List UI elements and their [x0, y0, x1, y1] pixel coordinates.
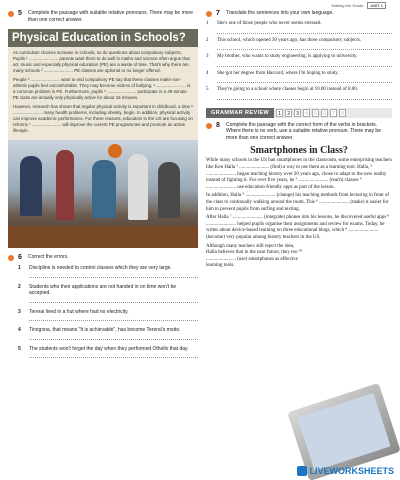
passage-paragraph: After Halla ⁷ ........................ (integrate) phones into his lessons, he discovered useful apps ⁸ ........................ helped pupils organise their assignments and review for exams. Today, he writes about device-based learning on three educational blogs, which ⁹ ........................ (become) very popular among history teachers in the US. — [206, 215, 390, 240]
list-item — [206, 71, 392, 86]
list-item — [206, 87, 392, 102]
review-page-3[interactable]: 3 — [294, 109, 301, 117]
item-number: 2 — [18, 283, 21, 290]
item-number: 2 — [206, 37, 209, 43]
unit-badge: UNIT 1 — [367, 2, 386, 9]
item-number: 3 — [18, 308, 21, 315]
item-number: 1 — [206, 21, 209, 26]
pencil-icon — [8, 255, 14, 261]
exercise-8-header — [206, 122, 392, 142]
passage-title: Physical Education in Schools? — [8, 29, 198, 47]
answer-line[interactable] — [217, 28, 392, 34]
list-item — [18, 265, 198, 280]
player-figure — [92, 160, 116, 218]
exercise-number: 7 — [216, 10, 220, 17]
item-number: 4 — [18, 327, 21, 333]
review-page-7[interactable]: 7 — [330, 109, 337, 117]
error-list — [18, 265, 198, 360]
left-column — [8, 10, 198, 364]
grammar-review-bar — [206, 108, 392, 118]
exercise-number: 5 — [18, 10, 22, 17]
item-text: Students who their applications are not handed in on time won't be accepted. — [29, 283, 177, 296]
item-text: She's one of those people who never seems stressed. — [217, 21, 322, 26]
item-text: She got her degree from Harvard, where I'm hoping to study. — [217, 70, 339, 76]
review-page-4[interactable]: 4 — [303, 109, 310, 117]
item-text: Tererai lived in a hut where had no electricity. — [29, 308, 129, 315]
answer-line[interactable] — [29, 272, 198, 278]
liveworksheets-logo-icon — [297, 466, 307, 476]
player-figure — [20, 156, 42, 216]
page-header — [332, 2, 386, 9]
exercise-6-header — [8, 254, 198, 261]
answer-line[interactable] — [29, 352, 198, 358]
exercise-instruction: Complete the passage with the correct form of the verbs in brackets. Where there is no verb, use a suitable relative pronoun. There may be more than one correct answer. — [226, 121, 381, 141]
exercise-instruction: Correct the errors. — [28, 254, 69, 260]
review-page-6[interactable]: 6 — [321, 109, 328, 117]
review-page-2[interactable]: 2 — [285, 109, 292, 117]
passage-paragraph: However, research has shown that regular physical activity is important in childhood, a time ⁶ ........................ many health problems, including obesity, begin. In addition, physical activity can improve academic performance. For these reasons, educators in the US are focusing on reforms ⁷ ........................ will improve the current PE programmes and promote an active lifestyle. — [13, 104, 193, 133]
item-number: 3 — [206, 54, 209, 60]
list-item — [18, 346, 198, 361]
answer-line[interactable] — [217, 94, 392, 100]
passage-paragraph: People ³ ........................ want to end compulsory PE say that these classes make non-athletic pupils feel uncomfortable. They may become victims of bullying, ⁴ ........................ is a common problem in PE. Furthermore, pupils ⁵ ........................ participate in a 45-minute PE class are actually only physically active for about 15 minutes. — [13, 77, 191, 100]
list-item — [18, 327, 198, 342]
item-number: 5 — [206, 87, 209, 93]
exercise-instruction: Complete the passage with suitable relative pronouns. There may be more than one correct answer. — [28, 10, 193, 23]
exercise-number: 8 — [216, 121, 220, 129]
pencil-icon — [206, 11, 212, 17]
court-floor — [8, 226, 198, 248]
exercise-5-header — [8, 10, 198, 23]
watermark-text: LIVEWORKSHEETS — [309, 466, 394, 476]
item-number: 5 — [18, 345, 21, 352]
passage-paragraph: Although many teachers still reject the idea, Halla believes that in the near future, they too ¹⁰ ........................ (use) smartphones as effective learning tools. — [206, 243, 303, 269]
list-item — [18, 284, 198, 305]
answer-line[interactable] — [29, 334, 198, 340]
answer-line[interactable] — [29, 315, 198, 321]
pencil-icon — [8, 11, 14, 17]
right-column — [206, 10, 392, 272]
passage-paragraph: As curriculum choices increase in schools, so do questions about compulsory subjects. Pupils ¹ ........................ parents want them to do well in maths and science often argue that art, music and especially physical education (PE) are a waste of time. That's why there are many schools ² ........................ PE classes are optional or no longer offered. — [13, 50, 190, 73]
list-item — [206, 21, 392, 36]
item-text: Tinogona, that means "It is achievable", has become Tererai's motto. — [29, 327, 181, 333]
passage-smartphones — [206, 158, 392, 270]
passage-pe — [8, 47, 198, 140]
grammar-review-label: GRAMMAR REVIEW — [206, 108, 274, 118]
exercise-7-header — [206, 10, 392, 17]
item-text: The students won't forget the day when they performed Othello that day. — [29, 345, 189, 352]
item-number: 4 — [206, 70, 209, 76]
item-text: My brother, who wants to study engineering, is applying to university. — [217, 54, 358, 60]
item-number: 1 — [18, 265, 21, 271]
answer-line[interactable] — [217, 61, 392, 67]
player-figure — [158, 162, 180, 218]
answer-line[interactable] — [29, 297, 198, 303]
passage-title: Smartphones in Class? — [250, 145, 348, 157]
item-text: Discipline is needed to control classes which they are very large. — [29, 265, 172, 271]
review-page-8[interactable]: 8 — [339, 109, 346, 117]
list-item — [18, 309, 198, 324]
list-item — [206, 38, 392, 53]
player-figure — [128, 154, 148, 220]
passage-paragraph: While many schools in the US ban smartphones in the classroom, some enterprising teachers like Ken Halla ¹ ........................ (find) a way to use them as a learning tool. Halla, ² ........................ began teaching history over 20 years ago, chose to adapt to the new reality instead of fighting it. For over five years, he ³ ........................ (teach) classes ⁴ ........................ use education-friendly apps as part of the lesson. — [206, 158, 392, 190]
item-text: This school, which opened 30 years ago, has three compulsory subjects. — [217, 37, 361, 43]
book-title: Making the Grade — [331, 3, 364, 8]
basketball-photo — [8, 140, 198, 248]
passage-paragraph: In addition, Halla ⁵ ........................ (change) his teaching methods from lecturing in front of the class to continually walking around the room. This ⁶ ........................ (make) it easier for him to prevent pupils from surfing and texting. — [206, 193, 390, 212]
phone-screen — [297, 393, 390, 471]
review-page-5[interactable]: 5 — [312, 109, 319, 117]
exercise-number: 6 — [18, 254, 22, 261]
exercise-instruction: Translate the sentences into your own language. — [226, 10, 334, 16]
answer-line[interactable] — [217, 44, 392, 50]
basketball — [108, 144, 122, 158]
player-figure — [56, 150, 74, 220]
list-item — [206, 54, 392, 69]
pencil-icon — [206, 123, 212, 129]
watermark — [297, 466, 394, 476]
answer-line[interactable] — [217, 77, 392, 83]
review-page-1[interactable]: 1 — [276, 109, 283, 117]
item-text: They're going to a school where classes begin at 10.00 instead of 8.00. — [217, 87, 359, 93]
translation-list — [206, 21, 392, 102]
